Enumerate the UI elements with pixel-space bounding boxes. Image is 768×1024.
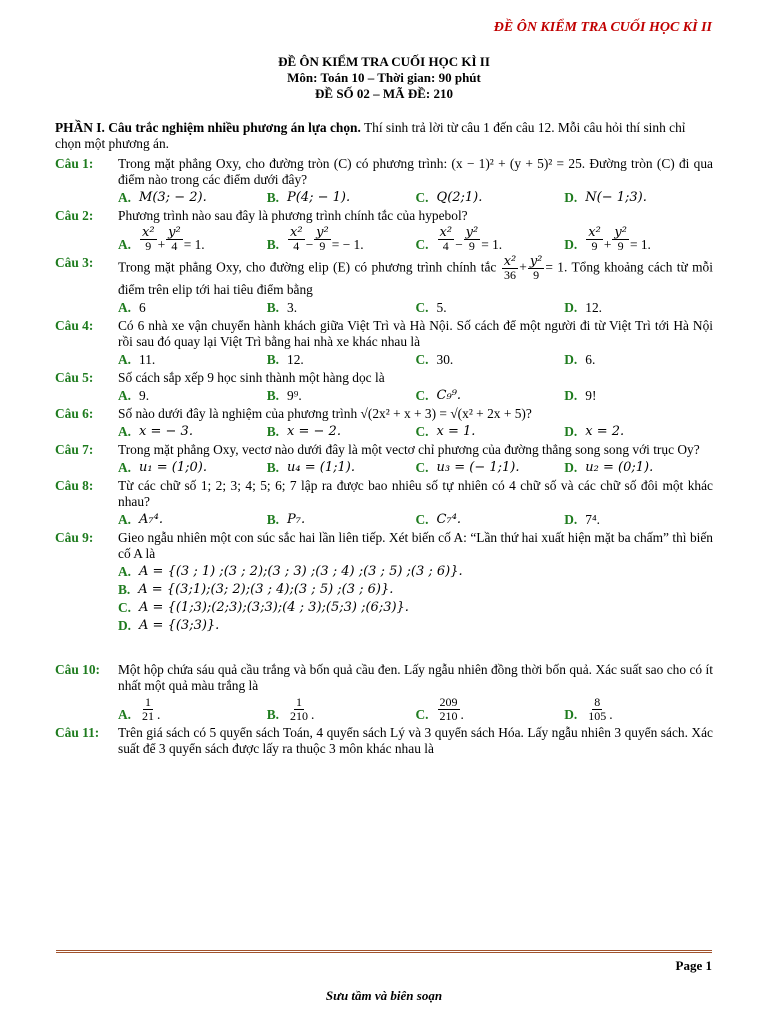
option-letter: D. [564, 190, 578, 205]
option-text: x = 1. [436, 424, 476, 439]
option-b[interactable]: B. $\frac{\text{x²}}{4}$ − $\frac{\text{y²}}{9}$ = − 1. [266, 225, 364, 253]
option-letter: A. [118, 352, 132, 367]
option-b[interactable] [267, 190, 416, 206]
option-a[interactable] [118, 388, 267, 404]
question-label: Câu 10: [55, 662, 101, 677]
question-stem: Số cách sắp xếp 9 học sinh thành một hàng dọc là [118, 370, 385, 385]
answer-options [118, 424, 713, 440]
option-text: x = 2. [585, 424, 625, 439]
option-text: 30. [436, 352, 454, 367]
question-label: Câu 3: [55, 255, 94, 270]
option-letter: D. [564, 388, 578, 403]
option-letter: A. [118, 424, 132, 439]
option-text: 12. [585, 300, 603, 315]
option-letter: D. [564, 424, 578, 439]
option-d[interactable]: D. $\frac{8}{105}$ . [564, 695, 613, 723]
question-7 [55, 442, 713, 476]
question-label: Câu 7: [55, 442, 94, 457]
option-letter: B. [118, 582, 131, 597]
option-letter: D. [564, 237, 578, 252]
option-a[interactable]: A. $\frac{1}{21}$ . [118, 695, 161, 723]
exam-title-block [0, 54, 768, 102]
question-label: Câu 2: [55, 208, 94, 223]
question-1 [55, 156, 713, 206]
option-letter: B. [266, 300, 280, 315]
question-6 [55, 406, 713, 440]
option-c[interactable]: C. $\frac{\text{x²}}{4}$ − $\frac{\text{y²}}{9}$ = 1. [415, 225, 503, 253]
fraction: $\frac{\text{x²}}{9}$ [588, 225, 601, 253]
question-stem: Từ các chữ số 1; 2; 3; 4; 5; 6; 7 lập ra được bao nhiêu số tự nhiên có 4 chữ số và các chữ số đôi một khác nhau? [118, 478, 713, 509]
option-letter: D. [564, 352, 578, 367]
option-letter: D. [564, 300, 578, 315]
answer-options [118, 300, 713, 316]
option-letter: C. [415, 237, 429, 252]
answer-options [118, 512, 713, 528]
option-a[interactable] [118, 424, 267, 440]
option-d[interactable] [564, 352, 713, 368]
option-c[interactable] [416, 388, 565, 404]
question-stem: Trong mặt phẳng Oxy, cho đường elip (E) có phương trình chính tắc $\frac{\text{x²}}{36}$ + $\frac{\text{y²}}{9}$ = 1. Tổng khoảng cách từ mỗi điểm trên elip tới hai tiêu điểm bằng [118, 254, 713, 297]
option-text: u₁ = (1;0). [139, 460, 207, 475]
option-b[interactable] [267, 512, 416, 528]
option-c[interactable] [416, 300, 565, 316]
option-letter: A. [118, 707, 132, 722]
question-label: Câu 6: [55, 406, 94, 421]
question-label: Câu 8: [55, 478, 94, 493]
option-c[interactable] [416, 460, 565, 476]
footer-credit: Sưu tầm và biên soạn [325, 988, 443, 1003]
option-text: 9. [139, 388, 150, 403]
option-letter: B. [266, 460, 280, 475]
option-text: 12. [287, 352, 304, 367]
option-letter: B. [266, 388, 280, 403]
option-text: 6. [585, 352, 596, 367]
exam-code: ĐỀ SỐ 02 – MÃ ĐỀ: 210 [315, 86, 453, 101]
option-a[interactable] [118, 352, 267, 368]
fraction: $\frac{\text{x²}}{4}$ [290, 225, 303, 253]
fraction: $\frac{\text{y²}}{9}$ [529, 254, 543, 282]
option-text: u₄ = (1;1). [287, 460, 355, 475]
exam-subject: Môn: Toán 10 – Thời gian: 90 phút [287, 70, 481, 85]
option-d[interactable] [564, 424, 713, 440]
question-stem: Số nào dưới đây là nghiệm của phương trình √(2x² + x + 3) = √(x² + 2x + 5)? [118, 406, 532, 421]
option-text: u₃ = (− 1;1). [436, 460, 520, 475]
option-letter: B. [266, 707, 280, 722]
option-d[interactable] [564, 512, 713, 528]
option-text: A = {(3;1);(3; 2);(3 ; 4);(3 ; 5) ;(3 ; 6)}. [138, 582, 394, 597]
option-a[interactable] [118, 512, 267, 528]
option-letter: D. [564, 512, 578, 527]
fraction: $\frac{\text{y²}}{4}$ [168, 225, 181, 253]
question-stem: Trong mặt phẳng Oxy, vectơ nào dưới đây là một vectơ chỉ phương của đường thẳng song song với trục Oy? [118, 442, 700, 457]
option-text: M(3; − 2). [139, 190, 207, 205]
option-letter: A. [118, 388, 132, 403]
option-text: P(4; − 1). [287, 190, 351, 205]
option-letter: C. [415, 512, 429, 527]
fraction: $\frac{\text{x²}}{9}$ [142, 225, 155, 253]
option-d[interactable] [564, 300, 713, 316]
option-text: P₇. [287, 512, 306, 527]
question-stem: Phương trình nào sau đây là phương trình chính tắc của hypebol? [118, 208, 468, 223]
option-c[interactable] [416, 424, 565, 440]
option-d[interactable] [118, 618, 713, 634]
part-1-heading: PHẦN I. Câu trắc nghiệm nhiều phương án lựa chọn. [55, 120, 361, 135]
option-letter: A. [118, 237, 132, 252]
exam-title: ĐỀ ÔN KIỂM TRA CUỐI HỌC KÌ II [278, 54, 490, 69]
exam-content [55, 120, 713, 757]
option-text: Q(2;1). [436, 190, 483, 205]
option-text: x = − 2. [287, 424, 341, 439]
option-letter: C. [415, 352, 429, 367]
option-letter: C. [415, 424, 429, 439]
option-letter: C. [415, 300, 429, 315]
option-a[interactable] [118, 564, 713, 580]
question-5 [55, 370, 713, 404]
question-label: Câu 11: [55, 725, 100, 740]
question-stem: Một hộp chứa sáu quả cầu trắng và bốn quả cầu đen. Lấy ngẫu nhiên đồng thời bốn quả. Xác suất sao cho có ít nhất một quả màu trắng là [118, 662, 713, 693]
option-d[interactable]: D. $\frac{\text{x²}}{9}$ + $\frac{\text{y²}}{9}$ = 1. [564, 225, 651, 253]
question-4 [55, 318, 713, 368]
option-a[interactable] [118, 460, 267, 476]
fraction: $\frac{\text{y²}}{9}$ [614, 225, 627, 253]
option-text: A₇⁴. [139, 512, 163, 527]
option-a[interactable]: A. $\frac{\text{x²}}{9}$ + $\frac{\text{y²}}{4}$ = 1. [118, 225, 205, 253]
option-letter: C. [415, 388, 429, 403]
option-b[interactable] [118, 582, 713, 598]
question-stem: Trong mặt phẳng Oxy, cho đường tròn (C) có phương trình: (x − 1)² + (y + 5)² = 25. Đường tròn (C) đi qua điểm nào trong các điểm dưới đây? [118, 156, 713, 187]
fraction: $\frac{1}{21}$ [142, 695, 155, 723]
option-letter: A. [118, 564, 132, 579]
option-letter: C. [415, 707, 429, 722]
option-letter: C. [415, 190, 429, 205]
answer-options [118, 190, 713, 206]
option-b[interactable] [267, 388, 416, 404]
option-b[interactable]: B. $\frac{1}{210}$ . [266, 695, 315, 723]
answer-options [118, 226, 713, 253]
fraction: $\frac{\text{y²}}{9}$ [465, 225, 479, 253]
option-letter: D. [564, 460, 578, 475]
option-letter: D. [118, 618, 132, 633]
option-text: 11. [139, 352, 156, 367]
option-text: x = − 3. [139, 424, 193, 439]
option-c[interactable] [416, 512, 565, 528]
option-a[interactable] [118, 190, 267, 206]
option-text: 3. [287, 300, 298, 315]
option-c[interactable] [416, 190, 565, 206]
fraction: $\frac{8}{105}$ [588, 695, 607, 723]
option-d[interactable] [564, 460, 713, 476]
option-text: 9⁹. [287, 388, 302, 403]
option-letter: D. [564, 707, 578, 722]
fraction: $\frac{209}{210}$ [439, 695, 458, 723]
fraction: $\frac{\text{x²}}{36}$ [503, 254, 517, 282]
option-text: A = {(1;3);(2;3);(3;3);(4 ; 3);(5;3) ;(6;3)}. [139, 600, 409, 615]
option-text: 7⁴. [585, 512, 600, 527]
answer-options [118, 696, 713, 723]
question-label: Câu 9: [55, 530, 94, 545]
option-letter: A. [118, 460, 132, 475]
option-c[interactable]: C. $\frac{209}{210}$ . [415, 695, 464, 723]
option-text: 6 [139, 300, 146, 315]
question-3 [55, 255, 713, 316]
fraction: $\frac{\text{y²}}{9}$ [316, 225, 329, 253]
question-8 [55, 478, 713, 528]
option-letter: C. [415, 460, 429, 475]
question-2 [55, 208, 713, 253]
question-stem: Trên giá sách có 5 quyển sách Toán, 4 quyển sách Lý và 3 quyển sách Hóa. Lấy ngẫu nhiên 3 quyển sách. Xác suất để 3 quyển sách được lấy ra thuộc 3 môn khác nhau là [118, 725, 713, 756]
option-letter: A. [118, 512, 132, 527]
option-text: 5. [436, 300, 447, 315]
part-1-text: Thí sinh trả lời từ câu 1 đến câu 12. Mỗi câu hỏi thí sinh chỉ chọn một phương án. [55, 120, 686, 151]
footer-divider [56, 950, 712, 953]
question-11 [55, 725, 713, 757]
question-label: Câu 5: [55, 370, 94, 385]
option-text: 9! [585, 388, 597, 403]
option-b[interactable] [267, 300, 416, 316]
option-letter: C. [118, 600, 132, 615]
option-b[interactable] [267, 460, 416, 476]
question-10 [55, 662, 713, 723]
option-c[interactable] [118, 600, 713, 616]
option-text: A = {(3;3)}. [139, 618, 220, 633]
option-letter: A. [118, 190, 132, 205]
option-text: C₉⁹. [436, 388, 462, 403]
fraction: $\frac{\text{x²}}{4}$ [439, 225, 453, 253]
answer-options [118, 388, 713, 404]
option-a[interactable] [118, 300, 267, 316]
answer-options [118, 564, 713, 634]
running-header: ĐỀ ÔN KIỂM TRA CUỐI HỌC KÌ II [493, 20, 712, 35]
answer-options [118, 352, 713, 368]
option-text: C₇⁴. [436, 512, 462, 527]
option-text: u₂ = (0;1). [585, 460, 654, 475]
option-letter: B. [266, 190, 280, 205]
option-text: A = {(3 ; 1) ;(3 ; 2);(3 ; 3) ;(3 ; 4) ;(3 ; 5) ;(3 ; 6)}. [139, 564, 463, 579]
part-1-instructions [55, 120, 713, 152]
question-stem: Gieo ngẫu nhiên một con súc sắc hai lần liên tiếp. Xét biến cố A: “Lần thứ hai xuất hiện mặt ba chấm” thì biến cố A là [118, 530, 713, 561]
option-b[interactable] [267, 424, 416, 440]
option-letter: B. [266, 237, 280, 252]
option-letter: B. [266, 512, 280, 527]
option-letter: B. [266, 352, 280, 367]
question-label: Câu 1: [55, 156, 94, 171]
option-d[interactable] [564, 388, 713, 404]
option-text: N(− 1;3). [585, 190, 647, 205]
option-c[interactable] [416, 352, 565, 368]
answer-options [118, 460, 713, 476]
option-b[interactable] [267, 352, 416, 368]
spacer [55, 636, 713, 660]
option-letter: B. [266, 424, 280, 439]
option-letter: A. [118, 300, 132, 315]
question-label: Câu 4: [55, 318, 94, 333]
question-9 [55, 530, 713, 634]
page-number: Page 1 [675, 958, 712, 973]
question-stem: Có 6 nhà xe vận chuyển hành khách giữa Việt Trì và Hà Nội. Số cách để một người đi từ Việt Trì tới Hà Nội rồi sau đó quay lại Việt Trì bằng hai nhà xe khác nhau là [118, 318, 713, 349]
fraction: $\frac{1}{210}$ [290, 695, 309, 723]
option-d[interactable] [564, 190, 713, 206]
